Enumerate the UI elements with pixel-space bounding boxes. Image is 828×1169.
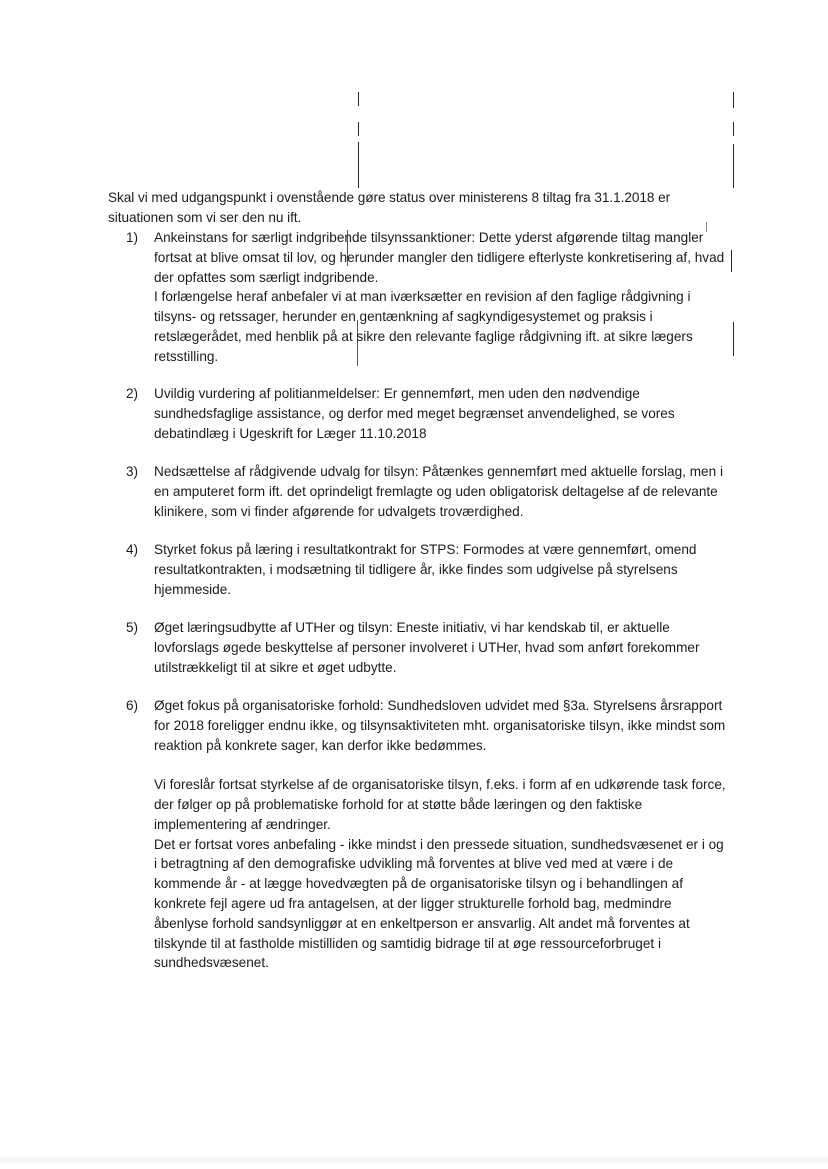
scan-edge-shadow [0,1156,828,1164]
margin-mark-line [733,92,734,108]
list-number: 6) [126,698,139,713]
list-item-text: Det er fortsat vores anbefaling - ikke mindst i den pressede situation, sundhedsvæsenet er i og i betragtning af den demografiske udvikling må forventes at blive ved med at være i de kommende år - at lægge hovedvægten på de organisatoriske tilsyn og i behandlingen af konkrete fejl agere ud fra antagelsen, at der ligger strukturelle forhold bag, medmindre åbenlyse forhold sandsynliggør at en enkeltperson er ansvarlig. Alt andet må forventes at tilskynde til at fastholde mistilliden og samtidig bidrage til at øge ressourceforbruget i sundhedsvæsenet. [154,836,724,971]
margin-mark-line [733,322,734,356]
list-item-body [154,462,726,521]
list-item-text: Nedsættelse af rådgivende udvalg for tilsyn: Påtænkes gennemført med aktuelle forslag, men i en amputeret form ift. det oprindeligt fremlagte og uden obligatorisk deltagelse af de relevante klinikere, som vi finder afgørende for udvalgets troværdighed. [154,464,723,519]
list-item-text: Øget læringsudbytte af UTHer og tilsyn: Eneste initiativ, vi har kendskab til, er aktuelle lovforslags øgede beskyttelse af personer involveret i UTHer, hvad som anført forekommer utilstrækkeligt til at sikre et øget udbytte. [154,620,700,675]
list-item-text: Vi foreslår fortsat styrkelse af de organisatoriske tilsyn, f.eks. i form af en udkørende task force, der følger op på problematiske forhold for at støtte både læringen og den faktiske implementering af ændringer. [154,777,726,832]
list-item-text: Uvildig vurdering af politianmeldelser: Er gennemført, men uden den nødvendige sundhedsfaglige assistance, og derfor med meget begrænset anvendelighed, se vores debatindlæg i Ugeskrift for Læger 11.10.2018 [154,386,675,441]
margin-mark-line [358,92,359,106]
margin-mark-line [358,142,359,188]
intro-paragraph: Skal vi med udgangspunkt i ovenstående gøre status over ministerens 8 tiltag fra 31.1.2018 er situationen som vi ser den nu ift. [108,190,671,225]
list-item-text: I forlængelse heraf anbefaler vi at man iværksætter en revision af den faglige rådgivning i tilsyns- og retssager, herunder en gentænkning af sagkyndigesystemet og praksis i retslægerådet, med henblik på at sikre den relevante faglige rådgivning ift. at sikre lægers retsstilling. [154,289,693,364]
list-number: 3) [126,464,139,479]
list-item-body [154,618,726,677]
list-number: 5) [126,620,139,635]
list-item-body [154,540,726,599]
list-number: 4) [126,542,139,557]
list-item-text: Styrket fokus på læring i resultatkontrakt for STPS: Formodes at være gennemført, omend resultatkontrakten, i modsætning til tidligere år, ikke findes som udgivelse på styrelsens hjemmeside. [154,542,697,597]
list-item-body [154,228,726,367]
list-item-text: Ankeinstans for særligt indgribende tilsynssanktioner: Dette yderst afgørende tiltag mangler fortsat at blive omsat til lov, og herunder mangler den tidligere efterlyste konkretisering af, hvad der opfattes som særligt indgribende. [154,230,725,285]
margin-mark-line [733,144,734,188]
list-number: 2) [126,386,139,401]
list-number: 1) [126,230,139,245]
margin-mark-line [733,122,734,136]
margin-mark-line [358,122,359,136]
list-item-body [154,696,726,973]
paragraph-gap [154,755,726,775]
list-item-text: Øget fokus på organisatoriske forhold: Sundhedsloven udvidet med §3a. Styrelsens årsrapport for 2018 foreligger endnu ikke, og tilsynsaktiviteten mht. organisatoriske tilsyn, ikke mindst som reaktion på konkrete sager, kan derfor ikke bedømmes. [154,698,726,753]
margin-mark-line [731,250,732,272]
list-item-body [154,384,726,443]
